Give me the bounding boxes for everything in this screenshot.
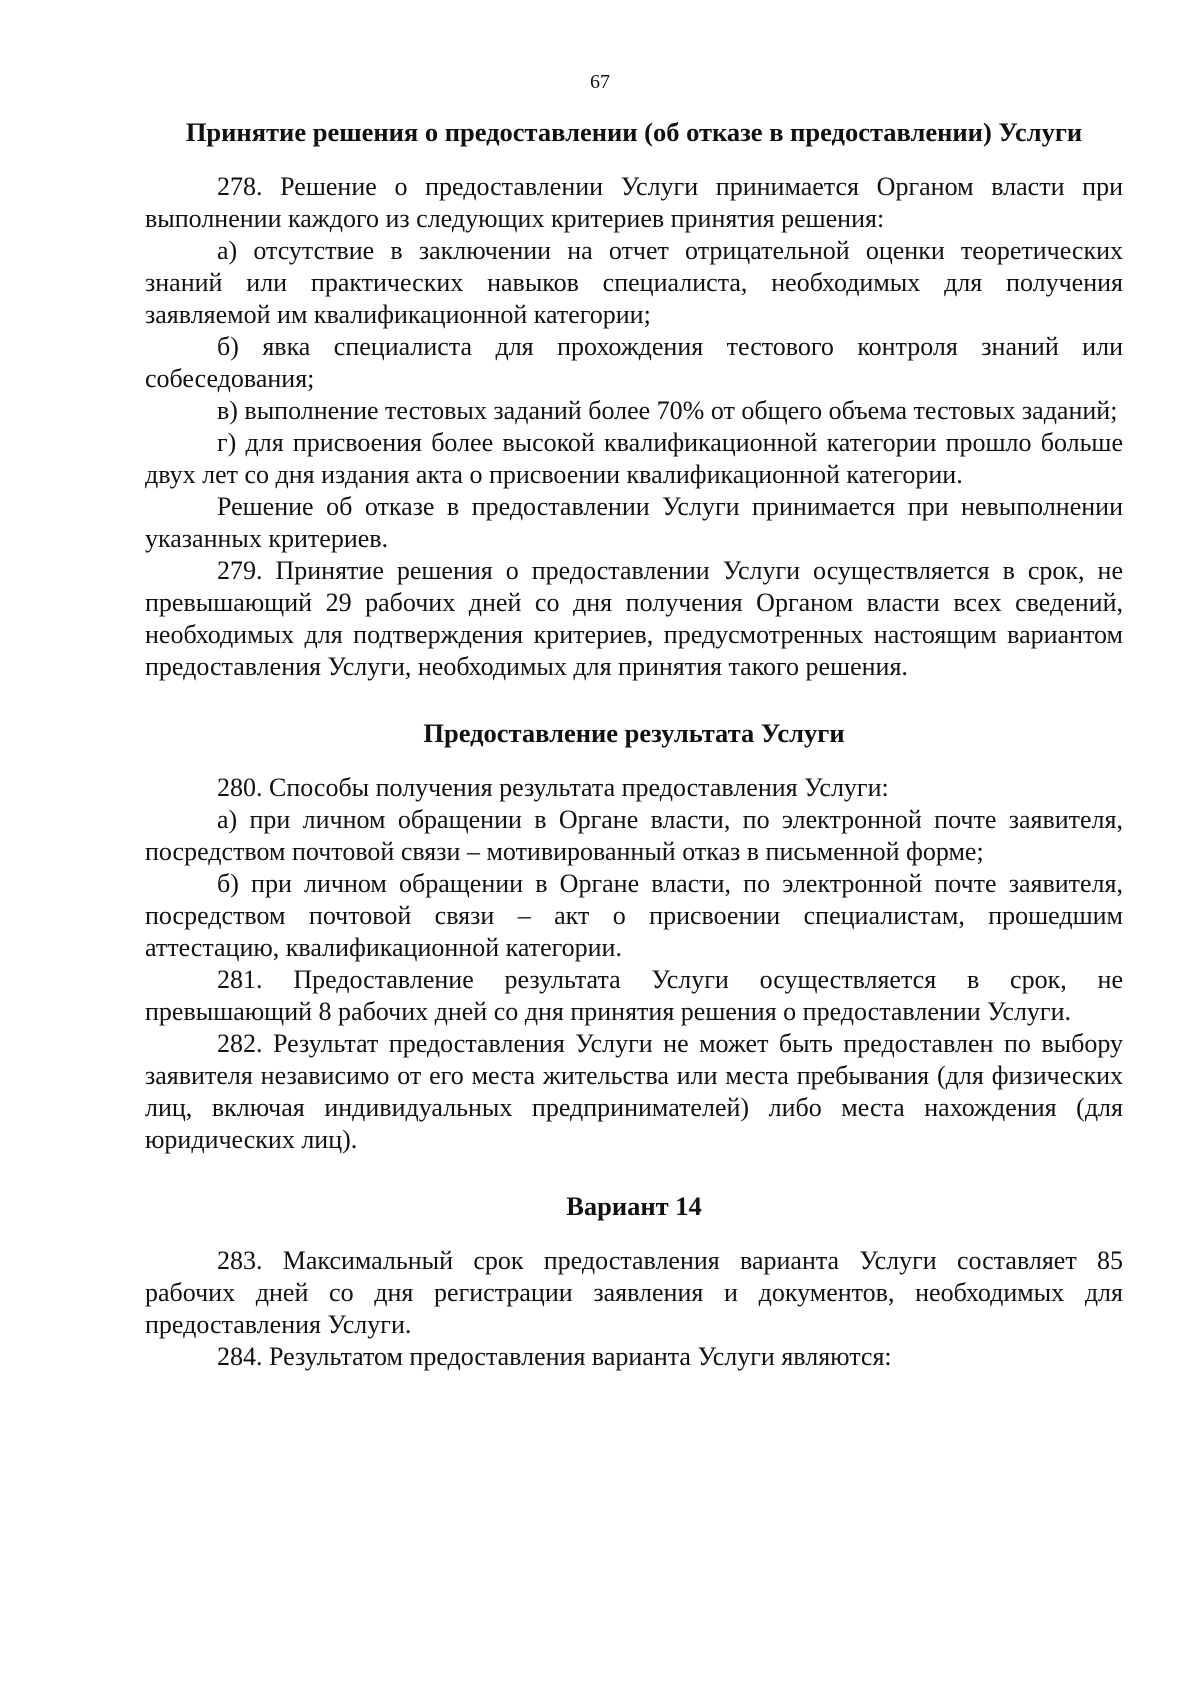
paragraph-280-a: а) при личном обращении в Органе власти, по электронной почте заявителя, посредством почтовой связи – мотивированный отказ в письменной форме; xyxy=(145,805,1123,866)
paragraph-278-v: в) выполнение тестовых заданий более 70% от общего объема тестовых заданий; xyxy=(217,396,1118,425)
document-content xyxy=(145,116,1123,1373)
paragraph-284: 284. Результатом предоставления варианта Услуги являются: xyxy=(217,1342,892,1371)
paragraph-281: 281. Предоставление результата Услуги осуществляется в срок, не превышающий 8 рабочих дней со дня принятия решения о предоставлении Услуги. xyxy=(145,965,1123,1026)
paragraph-278-b: б) явка специалиста для прохождения тестового контроля знаний или собеседования; xyxy=(145,332,1123,393)
section-body-result xyxy=(145,772,1123,1156)
paragraph-279: 279. Принятие решения о предоставлении Услуги осуществляется в срок, не превышающий 29 рабочих дней со дня получения Органом власти всех сведений, необходимых для подтверждения критериев, предусмотренных настоящим вариантом предоставления Услуги, необходимых для принятия такого решения. xyxy=(145,556,1123,681)
paragraph-278: 278. Решение о предоставлении Услуги принимается Органом власти при выполнении каждого из следующих критериев принятия решения: xyxy=(145,172,1123,233)
page-number: 67 xyxy=(590,71,610,93)
paragraph-280: 280. Способы получения результата предоставления Услуги: xyxy=(217,773,889,802)
paragraph-278-a: а) отсутствие в заключении на отчет отрицательной оценки теоретических знаний или практических навыков специалиста, необходимых для получения заявляемой им квалификационной категории; xyxy=(145,236,1123,329)
paragraph-280-b: б) при личном обращении в Органе власти, по электронной почте заявителя, посредством почтовой связи – акт о присвоении специалистам, прошедшим аттестацию, квалификационной категории. xyxy=(145,869,1123,962)
section-heading-result: Предоставление результата Услуги xyxy=(423,718,845,748)
section-body-variant-14 xyxy=(145,1245,1123,1373)
paragraph-283: 283. Максимальный срок предоставления варианта Услуги составляет 85 рабочих дней со дня регистрации заявления и документов, необходимых для предоставления Услуги. xyxy=(145,1246,1123,1339)
paragraph-278-g: г) для присвоения более высокой квалификационной категории прошло больше двух лет со дня издания акта о присвоении квалификационной категории. xyxy=(145,428,1123,489)
paragraph-refusal: Решение об отказе в предоставлении Услуги принимается при невыполнении указанных критериев. xyxy=(145,492,1123,553)
section-heading-decision: Принятие решения о предоставлении (об отказе в предоставлении) Услуги xyxy=(185,117,1083,147)
section-body-decision xyxy=(145,171,1123,683)
paragraph-282: 282. Результат предоставления Услуги не может быть предоставлен по выбору заявителя независимо от его места жительства или места пребывания (для физических лиц, включая индивидуальных предпринимателей) либо места нахождения (для юридических лиц). xyxy=(145,1029,1123,1154)
section-heading-variant-14: Вариант 14 xyxy=(566,1191,702,1221)
